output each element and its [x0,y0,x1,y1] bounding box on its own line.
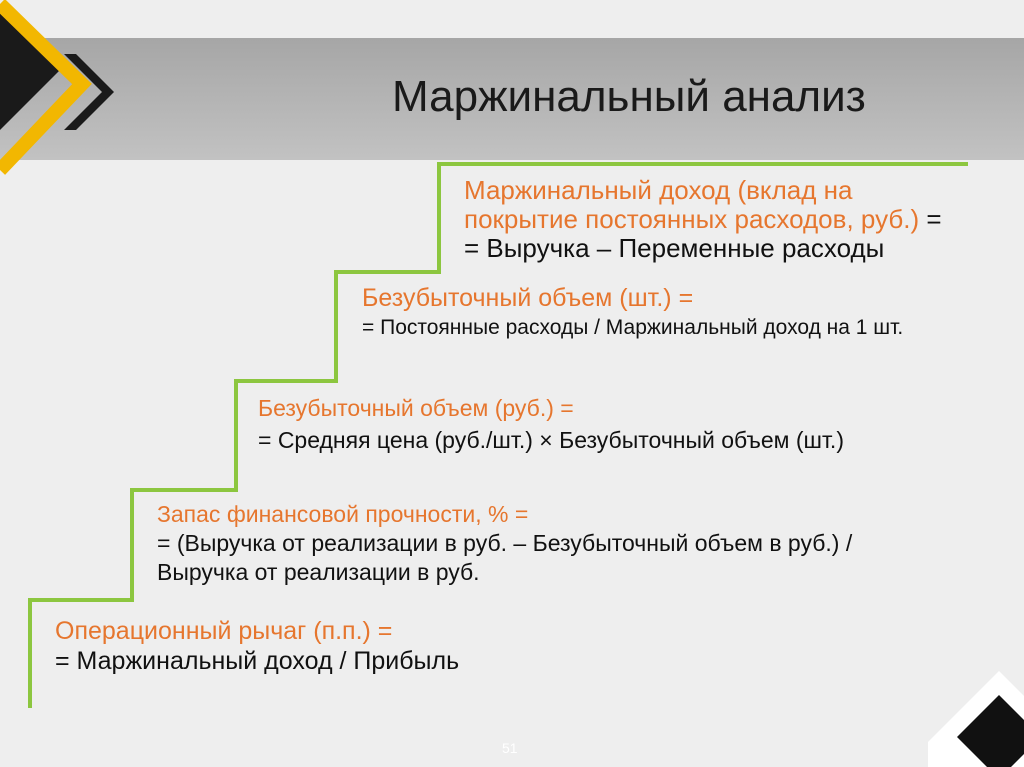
page-title: Маржинальный анализ [392,72,866,121]
step-safety-margin [157,500,852,587]
step-formula: = Выручка – Переменные расходы [464,233,885,263]
step-formula-line: Выручка от реализации в руб. [157,559,480,585]
step-formula-line: = (Выручка от реализации в руб. – Безубыточный объем в руб.) / [157,530,853,556]
step-breakeven-rub [258,392,844,456]
heading-equals: = [919,204,942,234]
heading-line: покрытие постоянных расходов, руб.) [464,204,920,234]
heading-line: Маржинальный доход (вклад на [464,175,853,205]
step-heading: Безубыточный объем (руб.) = [258,395,574,421]
step-breakeven-units [362,283,903,343]
step-marginal-income [464,176,942,263]
step-heading: Запас финансовой прочности, % = [157,501,529,527]
step-heading: Безубыточный объем (шт.) = [362,284,694,312]
page-number: 51 [502,740,518,756]
step-formula: = Средняя цена (руб./шт.) × Безубыточный объем (шт.) [258,427,844,453]
step-heading: Операционный рычаг (п.п.) = [55,617,393,645]
corner-diamond-icon[interactable] [928,671,1024,767]
step-heading [464,176,942,234]
step-formula: = Маржинальный доход / Прибыль [55,647,460,675]
step-formula: = Постоянные расходы / Маржинальный доход на 1 шт. [362,316,904,339]
step-operating-leverage [55,616,459,676]
